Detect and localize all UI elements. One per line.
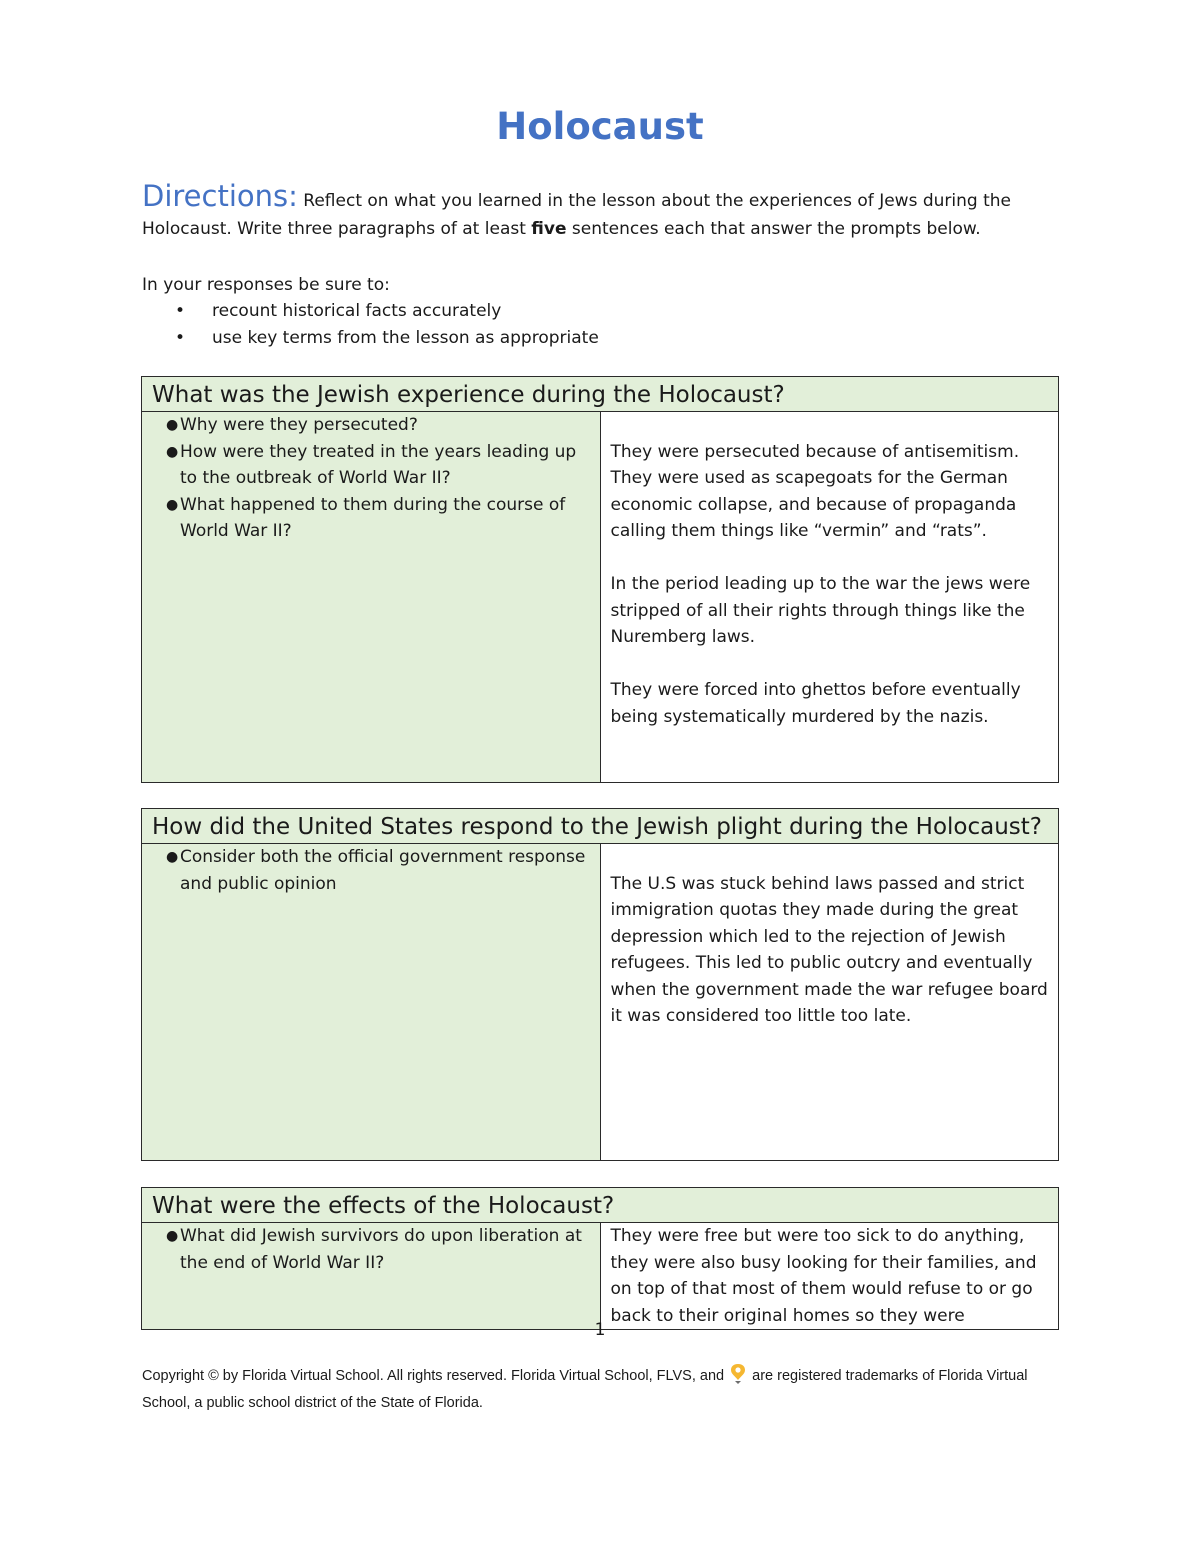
prompt-questions-cell	[142, 1223, 601, 1330]
copyright-footer: Copyright © by Florida Virtual School. All rights reserved. Florida Virtual School, FLVS, and are registered trademarks of Florida Virtual School, a public school district of the State of Florida.	[142, 1363, 1042, 1417]
directions-bold-count: five	[531, 219, 567, 239]
question-list	[142, 1223, 600, 1276]
requirements-list	[142, 298, 599, 352]
page-title: Holocaust	[496, 105, 704, 148]
response-text: They were persecuted because of antisemitism. They were used as scapegoats for the German economic collapse, and because of propaganda calling them things like “vermin” and “rats”. In the period leading up to the war the jews were stripped of all their rights through things like the Nuremberg laws. They were forced into ghettos before eventually being systematically murdered by the nazis.	[610, 441, 1031, 727]
prompt-heading: What were the effects of the Holocaust?	[142, 1188, 1059, 1223]
directions-label: Directions:	[142, 179, 298, 213]
response-cell[interactable]	[600, 844, 1059, 1161]
bullet-icon: ●	[166, 849, 179, 865]
bullet-icon: •	[175, 328, 186, 348]
list-item: ● Consider both the official government response and public opinion	[142, 844, 600, 897]
prompt-heading: What was the Jewish experience during the Holocaust?	[142, 377, 1059, 412]
page-number: 1	[594, 1320, 606, 1340]
prompt-questions-cell	[142, 844, 601, 1161]
response-cell[interactable]	[600, 412, 1059, 783]
directions	[142, 179, 1072, 243]
directions-text-2: sentences each that answer the prompts below.	[566, 219, 981, 239]
prompt-table-2	[141, 808, 1059, 1161]
bullet-icon: ●	[166, 496, 179, 513]
response-cell[interactable]	[600, 1223, 1059, 1330]
question-list	[142, 844, 600, 897]
list-item: ● What happened to them during the course of World War II?	[142, 492, 600, 545]
requirements-intro: In your responses be sure to:	[142, 275, 390, 295]
bullet-icon: ●	[166, 417, 179, 433]
question-list	[142, 412, 600, 545]
bullet-icon: ●	[166, 443, 179, 460]
list-item: • recount historical facts accurately	[142, 298, 599, 325]
list-item: • use key terms from the lesson as appropriate	[142, 325, 599, 352]
bullet-icon: ●	[166, 1228, 179, 1244]
bullet-icon: •	[175, 301, 186, 321]
directions-text-1: Reflect on what you learned in the lesson about the experiences of Jews during the Holocaust. Write three paragraphs of at least	[142, 191, 1011, 239]
list-item: ● Why were they persecuted?	[142, 412, 600, 439]
prompt-questions-cell	[142, 412, 601, 783]
flvs-logo-icon	[730, 1363, 746, 1385]
prompt-table-1	[141, 376, 1059, 783]
list-item: ● How were they treated in the years leading up to the outbreak of World War II?	[142, 439, 600, 492]
response-text: The U.S was stuck behind laws passed and strict immigration quotas they made during the great depression which led to the rejection of Jewish refugees. This led to public outcry and eventually when the government made the war refugee board it was considered too little too late.	[610, 873, 1048, 1026]
prompt-table-3	[141, 1187, 1059, 1330]
prompt-heading: How did the United States respond to the Jewish plight during the Holocaust?	[142, 809, 1059, 844]
list-item: ● What did Jewish survivors do upon liberation at the end of World War II?	[142, 1223, 600, 1276]
response-text: They were free but were too sick to do anything, they were also busy looking for their families, and on top of that most of them would refuse to or go back to their original homes so they were	[610, 1226, 1037, 1326]
